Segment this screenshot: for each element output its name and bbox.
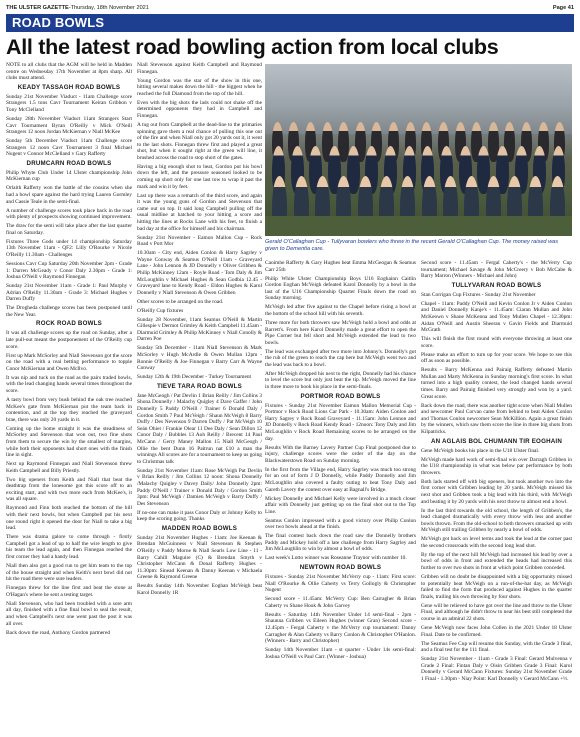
article-paragraph: Seamus Conlon impressed with a good victory over Philip Conlon over two bowls ahead at the finish. (265, 517, 416, 531)
article-paragraph: A tug out from Campbell at the dead-line to the primaries spinning gave them a real chance of pulling this one out of the fire and when Niall only got 20 yards out it, it went to the last shots. Finnegan threw first and played a great shot, but when it sought right at the green will line, it brushed across the road to stop short of the gates. (137, 121, 262, 161)
article-paragraph: Sunday 21st November - 11am - Grade 3 Final: Gerard Mulvenna v Grade 2 Final: Fintan Daly v Oisin Gribben Grade 3 Final: Karol Donnelly v Gerard McCann Fixtures: Sunday 21st November Grade 1 Final - 1.30pm - Niay Point: Karl Donnelly v Gerard McCann +½. (421, 656, 572, 682)
photo-caption: Gerald O'Callaghan Cup - Tullyvaran bowlers who threw in the recent Gerald O'Callaghan Cup. The money raised was given to Dementia care. (265, 239, 559, 252)
article-paragraph: It was nip and tuck on the road as the pairs traded bowls, with the lead changing hands several times throughout the score. (6, 374, 132, 394)
article-paragraph: Young Gordon was the star of the show in this one, hitting several makes down the hill - the biggest when he reached the full Diamond from the top of the hill. (137, 77, 262, 97)
article-paragraph: Gene McVeigh now faces John Collen in the 2021 Under 18 Ulster Final. Date to be confirmed. (421, 624, 572, 638)
article-column-1 (6, 62, 132, 732)
article-paragraph: Sunday 28 November, 11am Seamus O'Neill & Martin Gillespie v Dermot Grimley & Keith Campbell 11.45am - Diarmuid Grimley & Philip McKinney v Niall Conolly & Darren Poe (137, 316, 262, 343)
article-paragraph: A tasty bowl from very bush behind the oak tree reached McKee's gate from McKiernan put the team back in contention, and at the top they reached the graveyard brae, there was only 20 yards in it. (6, 396, 132, 423)
article-paragraph: Stan Corrigan Cup Fixtures - Sunday 21st November (421, 291, 536, 298)
article-paragraph: Finnegan threw for the line first and beat the stone at O'Hagan's where he sent a testing target. (6, 585, 132, 598)
page-header (6, 2, 574, 14)
team-photo (265, 64, 572, 236)
article-paragraph: Philip White Ulster Championship Boys U16 Eoghainn Caitlin Gordon Eoghan McVeigh defeated Karol Donnelly by a bowl in the last of the U16 Championship Quarter Finals down the road on Sunday morning. (265, 275, 416, 302)
club-heading: KEADY TASSAGH ROAD BOWLS (17, 83, 121, 91)
article-column-3 (265, 260, 416, 732)
article-paragraph: In the first from the Village end, Harry Sagrley was much too strong for an out of form J D Donnelly, while Paddy Donnelly and Jim McLoughlin also covered a faulty outing to beat Tony Daly and Gareth Lavery the contest over easy at Bagnall's Bridge. (265, 466, 416, 493)
article-paragraph: Sunday 5th December Viaduct 11am Challenge score Strangers 12 noon Cavr Tournament 3 final Michael Nugent v Connor McClelland v Gary Rafferty (6, 138, 132, 158)
article-paragraph: 10.30am - City end, Aiden Conlon & Harry Sagrley v Wayne Conway & Seamus O'Neill 11am - Graveyard Lane - John Lennon & JD Donnelly v Oliver Gribben & Philip McKinney 12am - Royle Road - Tom Daly & Jim McLoughlin v Michael Hughes & Sean Godbia 12.45 - Graveyard lane to Kendy Road - Eldon Hughes & Karol Donnelly v Niall Stevenson & Owen Gribben (137, 250, 262, 296)
article-paragraph: Raymond and Finn both reached the bottom of the hill with their next bowls, but when Campbell put his next one round right it opened the door for Niall to take a big lead. (6, 505, 132, 532)
article-paragraph: The final contest back down the road saw the Donnelly brothers Paddy and Mickey hold off a late challenge from Harry Sagrley and Jim McLoughlin to win by almost a bowl of odds. (265, 533, 416, 553)
article-paragraph: Back down the road, there was another tight score when Niall Mullen and newcomer Paul Corvan came from behind to beat Aiden Conlon and Thomas Conlon newcomer Sean McKillion. Again a great finish by the winners, which saw them score the line in three big shots from Kilpatricks. (421, 402, 572, 435)
article-paragraph: Sunday 12th & 19th December - Turkey Tournament (137, 374, 252, 381)
article-paragraph: Results With the Barney Lavery Partner Cup Final postponed due to injury, challenge scores were the order of the day on the Blackwaterstown Road on Sunday morning. (265, 444, 416, 464)
club-heading: ROCK ROAD BOWLS (36, 320, 102, 328)
article-paragraph: Two big openers from Keith and Niall that beat the deathtrap from the lonesome got this score off to an exciting start, and with two more each from McKee's, it was all square. (6, 476, 132, 503)
article-paragraph: Sessions Cavr Cup Saturday 20th November 2pm - Grade 1: Darren McGeady v Conor Daly 2.30pm - Grade 1: Joshua O'Neill v Raymond Finnegan (6, 260, 132, 281)
article-column-4 (421, 260, 572, 732)
club-heading: MADDEN ROAD BOWLS (161, 524, 238, 532)
article-paragraph: Results - Saturday 14th November Under 14 semi-final - 2pm - Shaunna Gribben vs Eileen Hughes (winner Gran) Second score - 12.45pm - Fergal Caherty v the McVerry cup tournament: Danny Carragher & Alan Caherty vs Barry Conlon & Christopher O'Hanlon. (Winners - Barry and Christopher) (265, 611, 416, 645)
article-paragraph: In the last third towards the old school, the length of Gribben's, the lead changed dramatically with every throw with less and another bowls thrown. From the old-school to both throwers smacked up with McVeigh still trailing Gribben by nearly a bowl of odds. (421, 507, 572, 534)
article-paragraph: First up Mark McSorley and Niall Stevenson got the score on the road with a real betting performance to topple Conor McKiernan and Owen McIlvo. (6, 352, 132, 372)
paper-name: THE ULSTER GAZETTE (6, 5, 69, 11)
article-paragraph: Sunday 21st November Hughes - 11am: Joe Keenan & Brendan McGuinness v Niall Stevenson & Stephen O'Reilly v Paddy Morne & Niall Searls Low Line - 11 - Barry Cahill Maguire (C) & Brendan Smyth v Christopher McCann & Donal Rafferty Hughes - 11.30pm: Sinead Keenan & Danny Keenan v Michaela Greene & Raymond Greene (137, 534, 262, 581)
article-paragraph: Sunday 14th November 11am - st quarter - Under 14s semi-final: Joshua O'Neill vs Paul Carr. (Winner - Joshua) (265, 647, 416, 660)
article-paragraph: Coming up the home straight it was the steadiness of McSorley and Stevenson that won out, two fine shots from them to secure the win by the smallest of margins, while both their opponents had short ones with the finish line in sight. (6, 425, 132, 459)
article-paragraph: Sunday 21st November - Eamon Mallon Cup - Rock Road v Port Mor (137, 234, 262, 248)
article-paragraph: If no-one can make it pass Conor Daly or Johnny Kelly to keep the scoring going. Thanks (137, 509, 262, 523)
article-paragraph: Sunday 21st November 11am: Rose McVeigh Pat Devlin v Brian Reilly / Jim Collins 12 noon: Shona Donnelly /Malachy Quigley v Davey Daily/ John Donnelly 2pm: Paddy O'Neill / Trainer v Donald Daly / Gordon Smith 3pm: Paul McVeigh / Damien McVeigh v Barry Duffy / Des Stevenson (137, 467, 262, 507)
article-paragraph: A number of challenge scores took place back in the road with plenty of prospects showing continued improvement. (6, 207, 132, 221)
article-paragraph: Niall then also got a good run to get him team to the top of the house straight and when Keith's next bowl did not hit the road there were sure leaders. (6, 562, 132, 583)
article-paragraph: Having a big enough shot to beat, Gordon put his bowl down the left, and the pressure seasoned looked to be coming up short only for one last tow to wrap it past the mark and win it by feet. (137, 163, 262, 190)
article-paragraph: McVeigh led after five against to the Chapel before rising a bowl at the bottom of the school hill with his seventh. (265, 304, 416, 317)
article-paragraph: Philip Whyte Club Under 14 Ulster championship John McKiernan cup (6, 169, 132, 183)
article-paragraph: Results Sunday 14th November Eoghan McVeigh beat Karol Donnelly 1R (137, 583, 262, 596)
club-heading: AN AGLAIS BOL CHUMANN TIR EOGHAIN (430, 437, 563, 445)
article-paragraph: O'Reilly Cup fixtures (137, 307, 184, 314)
article-paragraph: By the top of the next hill McVeigh had increased his lead by over a bowl of odds in front and extended the heads had increased this further to over two shots in front at which point Gribben conceded. (421, 551, 572, 572)
article-paragraph: Fixtures - Sunday 21st November Eamon Mallon Memorial Cup - Portmor v Rock Road Lions Car Park - 10.30am: Aiden Conlon and Harry Sagrey v Rock Road Graveyard - 11.15am: John Lennon and JD Donnelly v Rock Road Kendy Road - 12noon: Tony Daly and Jim McLoughlin v Rock Road Remaining scores to be arranged on the day. (265, 402, 416, 442)
article-paragraph: Results - Barry McKenna and Pairaig Rafferty defeated Martin Mullan and Marty McKenna in Sunday morning's first score. In what turned into a high quality contest, the lead changed hands several times. Barry and Pairaig finished very strongly and won by a yard. Great score. (421, 367, 572, 400)
article-paragraph: Niall Stevenson against Keith Campbell and Raymond Finnegan. (137, 62, 262, 75)
issue-date: -Thursday, 18th November 2021 (68, 5, 149, 11)
club-heading: NEWTOWN ROAD BOWLS (299, 564, 382, 572)
article-paragraph: It was all challenge scores up the road on Sunday, after a late pull-out meant the postponement of the O'Reilly cup score. (6, 330, 132, 350)
article-paragraph: Jane McGeogh / Pat Devlin 1 Brian Reilly / Jim Collins 3 Shona Donnelly / Malachy Quigley 4 Dave Gaffer / John Donnelly 5 Paddy O'Neill / Trainer 6 Donald Daly / Gordon Smith 7 Paul McVeigh / Shaun McVeigh 8 Barry Duffy / Des Nevenson 9 Darren Duffy / Pat McVeigh 10 Seán Ohier / Frankie Olear 11 Dee Daly / Sean Dillon 12 Conor Daly / Bubbles 13 Aoh Reilly / Brecent 14 Paul McCann / Gerry Maney Mallon 15 Niall McGeogh / Ollie the bent Dunn 16 Paitrun nat £10 a man the winnings All scores are for a tournament to keep us going to Christmas talk (137, 392, 262, 465)
section-title: ROAD BOWLS (6, 14, 574, 32)
article-paragraph: Next up Raymond Finnegan and Niall Stevenson threw Keith Campbell and Billy Priestly. (6, 461, 132, 474)
article-paragraph: Sunday 28th November Viaduct 11am Strangers Start Cavr Tournament Byran O'Reilly v Mick O'Neill Strangers 12 noon Jordan McKiernan v Niall McKee (6, 115, 132, 136)
article-paragraph: Second score - 11.45am: McVerry Cup: Ben Carragher & Brian Caherty vs Shane Hook & John Garvey (265, 596, 416, 609)
article-paragraph: Please make an effort to turn up for your score. We hope to see this off as soon as possible. (421, 351, 572, 365)
article-paragraph: Second score - 11.45am - Fergal Caherty's - the McVerry Cup tournament; Michael Savage & John McCreery v Bob McCabe & Barry Marron (Winners - Michael and John) (421, 260, 572, 280)
article-paragraph: Orlaith Rafferty won the battle of the cousins when she had a bowl spare against the hard trying Lauren Gormley and Cassie Teale in the semi-final. (6, 185, 132, 205)
article-paragraph: Caoimhe Rafferty & Gary Hughes beat Emma McGeogan & Seamus Carr 25th (265, 260, 416, 273)
article-paragraph: Gene will be relieved to have got over the line and throw to the Ulster Final, and although he didn't throw to near his best still completed the course in an admiral 22 shots. (421, 602, 572, 622)
article-paragraph: Mickey Donnelly and Michael Kelly were involved in a much closer affair with Donnelly just getting up on the final shot out to the Top Line. (265, 495, 416, 515)
article-paragraph: There was drama galore to come through - firstly Campbell got a lead of up to half the wire length to give his team the lead again, and then Finnegan reached the first corner they had a handy lead. (6, 534, 132, 560)
article-paragraph: Chapel - 11am: Paddy O'Neill and Kevin Conlon Jr v Aiden Conlon and Daniel Donnelly Kanje's - 11.45am: Ciaran Mullan and John McKeown v Shane McKenna and Tony Mullen Chapel - 12.30pm: Aidan O'Neill and Austin Sheeran v Gavin Fields and Diarmuid McGrath (421, 300, 572, 334)
page-number: Page 41 (552, 5, 574, 11)
article-paragraph: NOTE to all clubs that the AGM will be held in Madden centre on Wednesday 17th November at 8pm sharp. All clubs must attend. (6, 62, 132, 82)
article-paragraph: Other scores to be arranged on the road. (137, 298, 224, 305)
article-paragraph: Back down the road, Anthony Gordon partnered (6, 629, 111, 636)
article-paragraph: Fixtures Three Gods under 14 championship Saturday 13th November 11am - QF2: Lilly O'Rourke v Nicole O'Reilly 11.30am - Challenges (6, 238, 132, 258)
article-paragraph: McVeigh got back on level terms and took the lead at the corner past the second crossroads with the second long lead shot. (421, 536, 572, 549)
article-paragraph: Even with the big shots the lads could not shake off the determined opponents they had in Campbell and Finnegan. (137, 99, 262, 119)
article-paragraph: The lead was exchanged after two more into Johnny's. Donnelly's got the rub of the green to reach the cap here but McVeigh went two and the lead was back to a bowl. (265, 348, 416, 368)
club-heading: PORTMOR ROAD BOWLS (300, 392, 381, 400)
header-left (6, 5, 149, 11)
article-paragraph: Last up there was a rematch of the third score, and again it was the young guns of Gordon and Stevenson that came out on top. It said long Campbell pulling off the usual midline at hatched to your hitting a score and hitting the lines at Rocks Lane with his feet, to finish a bad day at the office for himself and his chairman. (137, 192, 262, 232)
article-paragraph: Sunday 21st November 11am - Grade 1: Paul Murphy v Adrian O'Reilly 11.30am - Grade 3: Michael Hughes v Darren Duffy (6, 283, 132, 303)
article-paragraph: Last week's Lotto winner was Roseanne Traynor with number 10. (265, 555, 407, 562)
article-paragraph: Niall Stevenson, who had been troubled with a sore arm all day, finished with a fine final bowl to seal the result, and when Campbell's next one went past the post it was all over. (6, 600, 132, 627)
photo-grass (265, 216, 572, 236)
club-heading: DRUMCARN ROAD BOWLS (26, 159, 112, 167)
article-paragraph: After McVeigh dropped his next to the right, Donnelly had his chance to level the score but only just beat the tip. McVeigh moved the line in three more to book his place in the semi-finals. (265, 370, 416, 391)
article-paragraph: Both lads started off with big openers, but took another two into the first corner with Gribben leading by 20 yards. McVeigh missed his next shot and Gribben took a big lead with his third, with McVeigh and beating it by 20 yards with his next throw to almost end a bowl. (421, 478, 572, 505)
article-column-2 (137, 62, 262, 732)
headline: All the latest road bowling action from local clubs (6, 35, 499, 59)
article-paragraph: Three more for both throwers saw McVeigh hold a bowl and odds at Barrett's. From here Karol Donnelly made a great effort to open the Pipe Corner but fell short and McVeigh extended the lead to two bowls. (265, 319, 416, 346)
article-paragraph: Gene McVeigh books his place in the U18 Ulster final. (421, 447, 540, 454)
article-paragraph: The Drogheda challenge scores has been postponed until the New Year. (6, 305, 132, 318)
article-paragraph: This will finish the first round with everyone throwing at least one score. (421, 336, 572, 349)
club-heading: TULLYVARAN ROAD BOWLS (451, 281, 542, 289)
article-paragraph: The Seamus Fee Cup will resume this Sunday, with the Grade 3 final, and a final test for the 111 final. (421, 640, 572, 654)
article-paragraph: Sunday 5th December - 11am Niall Stevenson & Mark McSorley v Hugh McArdle & Owen Mullan 12pm - Ronnie O'Reilly & Joe Finnegan v Barry Carr & Wayne Conway (137, 345, 262, 372)
article-paragraph: The draw for the semi will take place after the last quarter final on Saturday. (6, 223, 132, 236)
club-heading: TIEVE TARA ROAD BOWLS (157, 382, 242, 390)
article-paragraph: McVeigh made hard work of semi-final win over Darragh Gribben in the U18 championship in what was below par performance by both throwers. (421, 456, 572, 476)
article-paragraph: Gribben will no doubt be disappointed with a big opportunity missed to potentially beat McVeigh on a run-of-the-hat day, as McVeigh failed to find the form that produced against Hughes in the quarter finals, trailing his own throwing by four shots. (421, 574, 572, 600)
article-paragraph: Sunday 21st November Viaduct - 11am Challenge score Strangers 1.5 tons Cavr Tournament Keiran Gribbon v Tony McClelland (6, 93, 132, 113)
article-paragraph: Fixtures - Sunday 21st November McVerry cup - 11am: First score: Niall O'Rourke & Ollie Caherty vs Terry Gollogly & Christopher Nugent (265, 574, 416, 594)
